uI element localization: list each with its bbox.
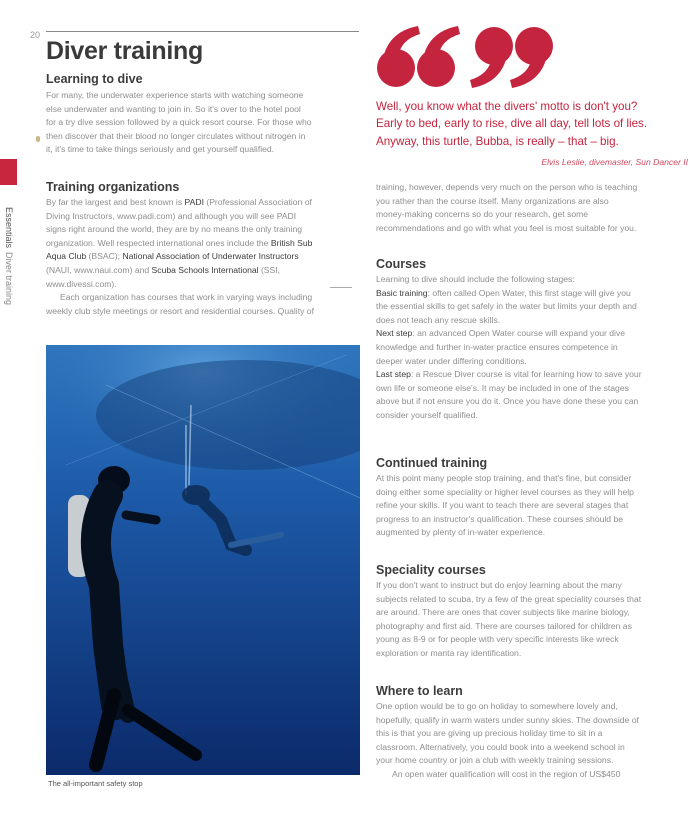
where-line: this is that you are giving up precious holiday time to sit in a [376,728,603,739]
where-line: classroom. Alternatively, you could book into a weekend school in [376,741,625,752]
organizations-line: By far the largest and best known is PADI (Professional Association of [46,197,312,207]
organizations-line: weekly club style meetings or resort and residential courses. Quality of [46,305,314,316]
speciality-line: subjects related to scuba, try a few of the great speciality courses that [376,593,642,604]
courses-line: the essential skills to get safely in the water but limits your depth and [376,301,637,312]
organizations-section [46,180,364,318]
learning-line: else underwater and wanting to join in. So it's over to the hotel pool [46,103,301,114]
padi-name: PADI [184,197,204,207]
organizations-line: www.divessi.com). [46,278,117,289]
learning-line: For many, the underwater experience starts with watching someone [46,90,304,100]
where-line: One option would be to go on holiday to somewhere lovely and, [376,701,618,711]
basic-training-label: Basic training [376,287,428,298]
quality-line: you rather than the course itself. Many organizations are also [376,195,609,206]
page-number: 20 [30,30,41,40]
courses-line: Next step: an advanced Open Water course will expand your dive [376,328,626,339]
pull-quote-line: Early to bed, early to rise, dive all day, tell lots of lies. [376,117,648,131]
section-name: Essentials [4,207,14,249]
continued-line: augmented by plenty of in-water experience. [376,527,546,538]
courses-intro: Learning to dive should include the following stages: [376,274,575,284]
last-step-label: Last step [376,369,411,380]
courses-line: consider yourself qualified. [376,409,478,420]
bsac-name: British Sub [270,237,313,248]
learning-line: for a try dive session followed by a quick resort course. For those who [46,117,312,128]
where-line: your home country or join a club with weekly training sessions. [376,755,614,766]
margin-mark [36,136,40,142]
section-tab-marker [0,159,17,185]
where-section [376,684,696,782]
pull-quote [376,98,688,150]
section-side-label [4,207,14,305]
courses-line: above but if not ensure you do it. Once you have done these you can [376,396,639,407]
learning-heading: Learning to dive [46,72,143,86]
continued-line: refine your skills. If you want to teach there are several stages that [376,500,629,511]
next-step-label: Next step [376,328,413,339]
continued-section [376,456,696,540]
speciality-line: young as 8-9 or for people with very specific interests like wreck [376,634,619,645]
courses-section [376,257,696,423]
learning-section [46,72,364,157]
speciality-line: are around. There are ones that cover subjects like marine biology, [376,607,630,618]
organizations-heading: Training organizations [46,180,180,194]
title-rule [46,31,359,32]
quality-line: recommendations and go with what you feel is most suitable for you. [376,222,637,233]
organizations-line: organization. Well respected international ones include the British Sub [46,237,313,248]
speciality-heading: Speciality courses [376,563,486,577]
quote-marks-icon [376,24,556,92]
where-line: An open water qualification will cost in the region of US$450 [392,768,621,779]
learning-line: it, it's time to take things seriously and get yourself qualified. [46,144,275,155]
courses-line: Last step: a Rescue Diver course is vital for learning how to save your [376,369,642,380]
speciality-line: photography and first aid. There are courses tailored for children as [376,620,632,631]
courses-line: knowledge and further in-water practice ensures competence in [376,341,618,352]
naui-name: National Association of Underwater Instructors [122,251,299,262]
organizations-line: (NAUI, www.naui.com) and Scuba Schools International (SSI, [46,264,281,275]
continued-heading: Continued training [376,456,488,470]
speciality-line: If you don't want to instruct but do enjoy learning about the many [376,580,622,590]
continued-line: progress to an instructor's qualification. These courses should be [376,513,624,524]
courses-line: own life or someone else's. It may be included in one of the stages [376,382,629,393]
courses-line: does not teach any rescue skills. [376,314,501,325]
organizations-line: Each organization has courses that work in varying ways including [60,292,313,303]
continued-line: At this point many people stop training, and that's fine, but consider [376,473,632,483]
ssi-name: Scuba Schools International [151,264,259,275]
subsection-name: Diver training [4,252,14,306]
bsac-name-cont: Aqua Club [46,251,87,262]
learning-line: then discover that their blood no longer circulates without nitrogen in [46,130,306,141]
quality-line: training, however, depends very much on the person who is teaching [376,182,638,192]
where-line: hopefully, qualify in warm waters under sunny skies. The downside of [376,714,639,725]
quote-attribution: Elvis Leslie, divemaster, Sun Dancer II [541,157,688,167]
pull-quote-line: Well, you know what the divers' motto is don't you? [376,100,638,113]
organizations-line: Diving Instructors, www.padi.com) and although you will see PADI [46,210,297,221]
speciality-line: exploration or manta ray identification. [376,647,522,658]
courses-line: deeper water under differing conditions. [376,355,527,366]
diver-photo [46,345,360,775]
organizations-line: signs right around the world, they are by no means the only training [46,224,303,235]
speciality-section [376,563,696,661]
where-heading: Where to learn [376,684,463,698]
organizations-line: Aqua Club (BSAC); National Association of Underwater Instructors [46,251,299,262]
quality-continuation [376,181,696,235]
continued-line: doing either some speciality or higher level courses as they will help [376,486,634,497]
decorative-rule [330,287,352,288]
pull-quote-line: Anyway, this turtle, Bubba, is really – that – big. [376,134,619,148]
quality-line: money-making concerns so do your research, get some [376,209,589,220]
courses-heading: Courses [376,257,427,271]
courses-line: Basic training: often called Open Water, this first stage will give you [376,287,631,298]
photo-caption: The all-important safety stop [48,779,143,788]
page-title: Diver training [46,37,203,65]
